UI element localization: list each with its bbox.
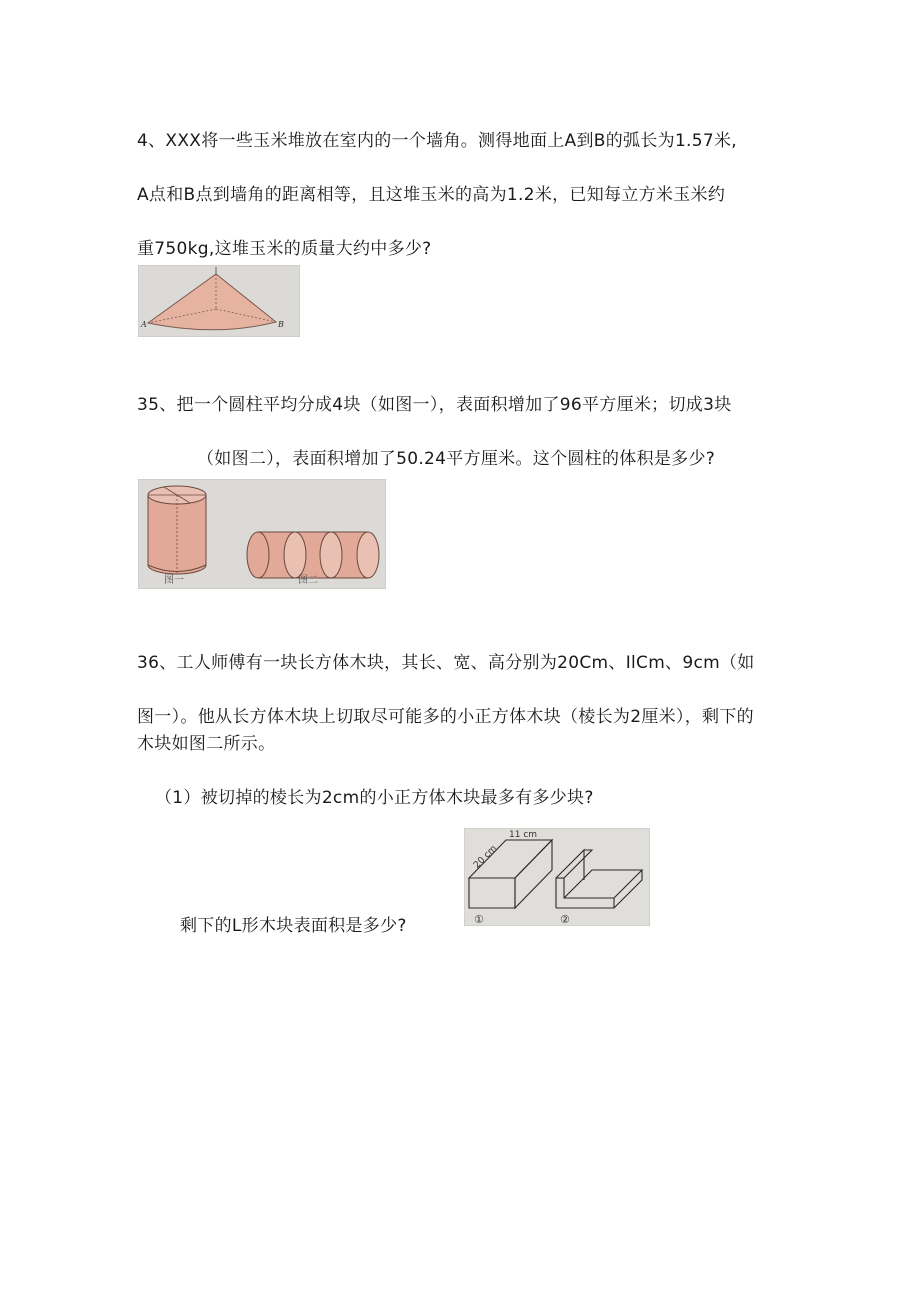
caption-fig-1: ① bbox=[474, 913, 484, 926]
caption-fig-1: 图一 bbox=[164, 575, 184, 586]
problem-36-line-3: 木块如图二所示。 bbox=[137, 734, 276, 754]
problem-4-line-3: 重750kg,这堆玉米的质量大约中多少? bbox=[137, 239, 432, 259]
problem-36-sub-question-2: 剩下的L形木块表面积是多少? bbox=[180, 916, 407, 936]
problem-36-line-2: 图一）。他从长方体木块上切取尽可能多的小正方体木块（棱长为2厘米），剩下的 bbox=[137, 707, 754, 727]
label-a: A bbox=[141, 320, 147, 329]
label-b: B bbox=[278, 320, 284, 329]
problem-36-line-1: 36、工人师傅有一块长方体木块，其长、宽、高分别为20Cm、IlCm、9cm（如 bbox=[137, 653, 755, 673]
problem-36-sub-question-1: （1）被切掉的棱长为2cm的小正方体木块最多有多少块? bbox=[155, 788, 594, 808]
cylinder-fig-1 bbox=[148, 486, 206, 574]
cylinder-figures bbox=[138, 479, 386, 589]
label-11cm: 11 cm bbox=[509, 830, 538, 840]
problem-4-line-2: A点和B点到墙角的距离相等，且这堆玉米的高为1.2米，已知每立方米玉米约 bbox=[137, 185, 726, 205]
problem-35-line-1: 35、把一个圆柱平均分成4块（如图一），表面积增加了96平方厘米；切成3块 bbox=[137, 395, 732, 415]
caption-fig-2: ② bbox=[560, 913, 570, 926]
caption-fig-2: 图二 bbox=[298, 575, 318, 586]
problem-35-line-2: （如图二），表面积增加了50.24平方厘米。这个圆柱的体积是多少? bbox=[197, 449, 716, 469]
corn-pile-figure bbox=[138, 265, 300, 337]
wood-block-figures bbox=[464, 828, 650, 926]
label-20cm: 20 cm bbox=[472, 843, 500, 871]
problem-4-line-1: 4、XXX将一些玉米堆放在室内的一个墙角。测得地面上A到B的弧长为1.57米, bbox=[137, 131, 737, 151]
cylinder-fig-2 bbox=[247, 532, 379, 578]
